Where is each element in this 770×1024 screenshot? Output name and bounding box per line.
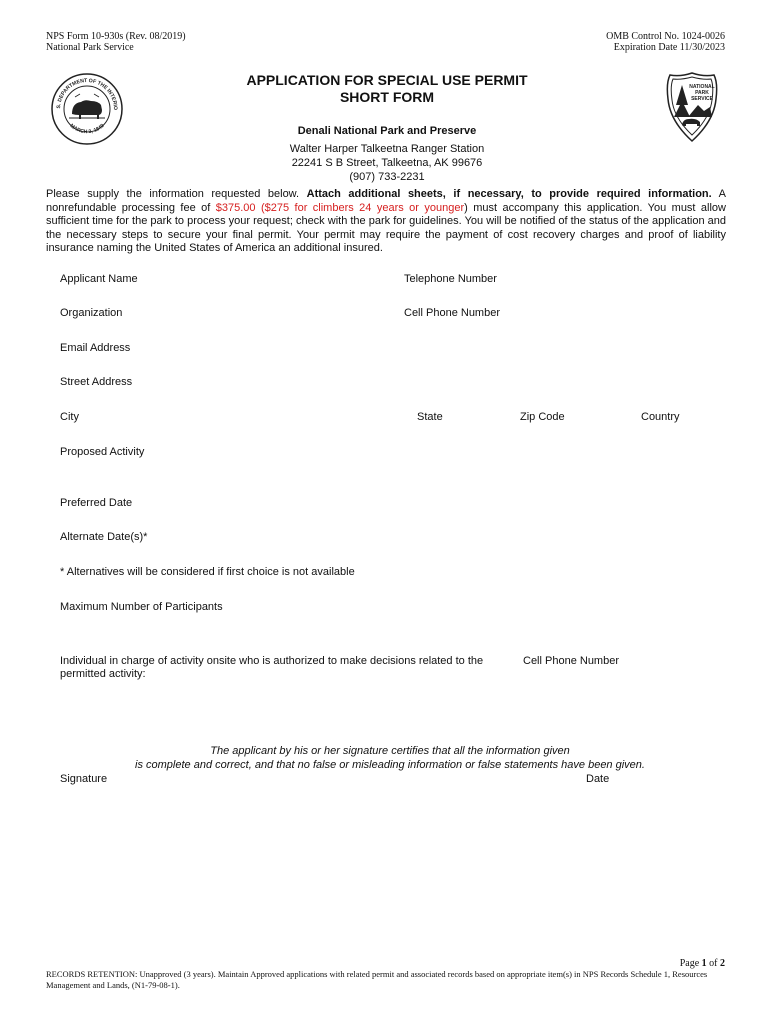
intro-text-1: Please supply the information requested below. (46, 188, 307, 200)
expiration-date: Expiration Date 11/30/2023 (613, 42, 725, 53)
signature-date-field[interactable]: Date (586, 773, 610, 785)
certification-line-1: The applicant by his or her signature certifies that all the information given (210, 745, 570, 757)
svg-text:MARCH 3, 1849: MARCH 3, 1849 (68, 122, 106, 136)
form-number: NPS Form 10-930s (Rev. 08/2019) (46, 31, 186, 42)
page-total: 2 (720, 958, 725, 969)
max-participants-field[interactable]: Maximum Number of Participants (60, 601, 223, 613)
individual-in-charge-field[interactable] (60, 655, 510, 681)
organization-field[interactable]: Organization (60, 307, 123, 319)
svg-text:NATIONAL: NATIONAL (689, 84, 715, 90)
ranger-station: Walter Harper Talkeetna Ranger Station (289, 143, 485, 155)
street-address-field[interactable]: Street Address (60, 376, 133, 388)
cell-phone-field[interactable]: Cell Phone Number (404, 307, 500, 319)
alternate-dates-field[interactable]: Alternate Date(s)* (60, 531, 148, 543)
records-retention: RECORDS RETENTION: Unapproved (3 years). Maintain Approved applications with related permit and associated records based on appropriate item(s) in NPS Records Schedule 1, Resources Management and Lands, (N1-79-08-1). (46, 969, 708, 990)
svg-text:SERVICE: SERVICE (691, 96, 713, 102)
svg-text:U.S. DEPARTMENT OF THE INTERIO: S. DEPARTMENT OF THE INTERIO (55, 77, 119, 111)
intro-text-2: A nonrefundable processing fee of (46, 188, 726, 214)
processing-fee: $375.00 ($275 for climbers 24 years or younger (215, 201, 465, 214)
certification-line-2: is complete and correct, and that no false or misleading information or false statements have been given. (135, 759, 645, 771)
individual-label-line-2: permitted activity: (60, 668, 146, 680)
page-prefix: Page (679, 958, 702, 969)
park-name: Denali National Park and Preserve (297, 125, 477, 137)
instructions-paragraph (46, 188, 726, 256)
preferred-date-field[interactable]: Preferred Date (60, 497, 133, 509)
individual-label-line-1: Individual in charge of activity onsite who is authorized to make decisions related to the (60, 655, 484, 667)
individual-cell-phone-field[interactable]: Cell Phone Number (523, 655, 619, 667)
intro-bold-text: Attach additional sheets, if necessary, to provide required information. (306, 188, 712, 200)
zip-code-field[interactable]: Zip Code (520, 411, 565, 423)
omb-control: OMB Control No. 1024-0026 (606, 31, 725, 42)
title-line-2: SHORT FORM (339, 89, 435, 105)
page-of: of (706, 958, 720, 969)
doi-seal-icon (50, 72, 124, 146)
agency-name: National Park Service (46, 42, 134, 53)
state-field[interactable]: State (417, 411, 443, 423)
applicant-name-field[interactable]: Applicant Name (60, 273, 138, 285)
telephone-field[interactable]: Telephone Number (404, 273, 497, 285)
page-number (680, 958, 725, 969)
form-title (187, 72, 587, 106)
park-phone: (907) 733-2231 (349, 171, 425, 183)
country-field[interactable]: Country (641, 411, 680, 423)
proposed-activity-field[interactable]: Proposed Activity (60, 446, 145, 458)
signature-field[interactable]: Signature (60, 773, 108, 785)
page-current: 1 (701, 958, 707, 969)
nps-arrowhead-icon (664, 71, 720, 143)
city-field[interactable]: City (60, 411, 79, 423)
park-address: 22241 S B Street, Talkeetna, AK 99676 (291, 157, 483, 169)
svg-text:PARK: PARK (695, 90, 709, 96)
alternatives-note: * Alternatives will be considered if first choice is not available (60, 566, 355, 578)
intro-text-3: ) must accompany this application. You must allow sufficient time for the park to process your request; check with the park for guidelines. You will be notified of the status of the application and the necessary steps to secure your final permit. Your permit may require the payment of cost recovery charges and proof of liability insurance naming the United States of America an additional insured. (46, 201, 726, 254)
title-line-1: APPLICATION FOR SPECIAL USE PERMIT (246, 72, 528, 88)
email-field[interactable]: Email Address (60, 342, 131, 354)
